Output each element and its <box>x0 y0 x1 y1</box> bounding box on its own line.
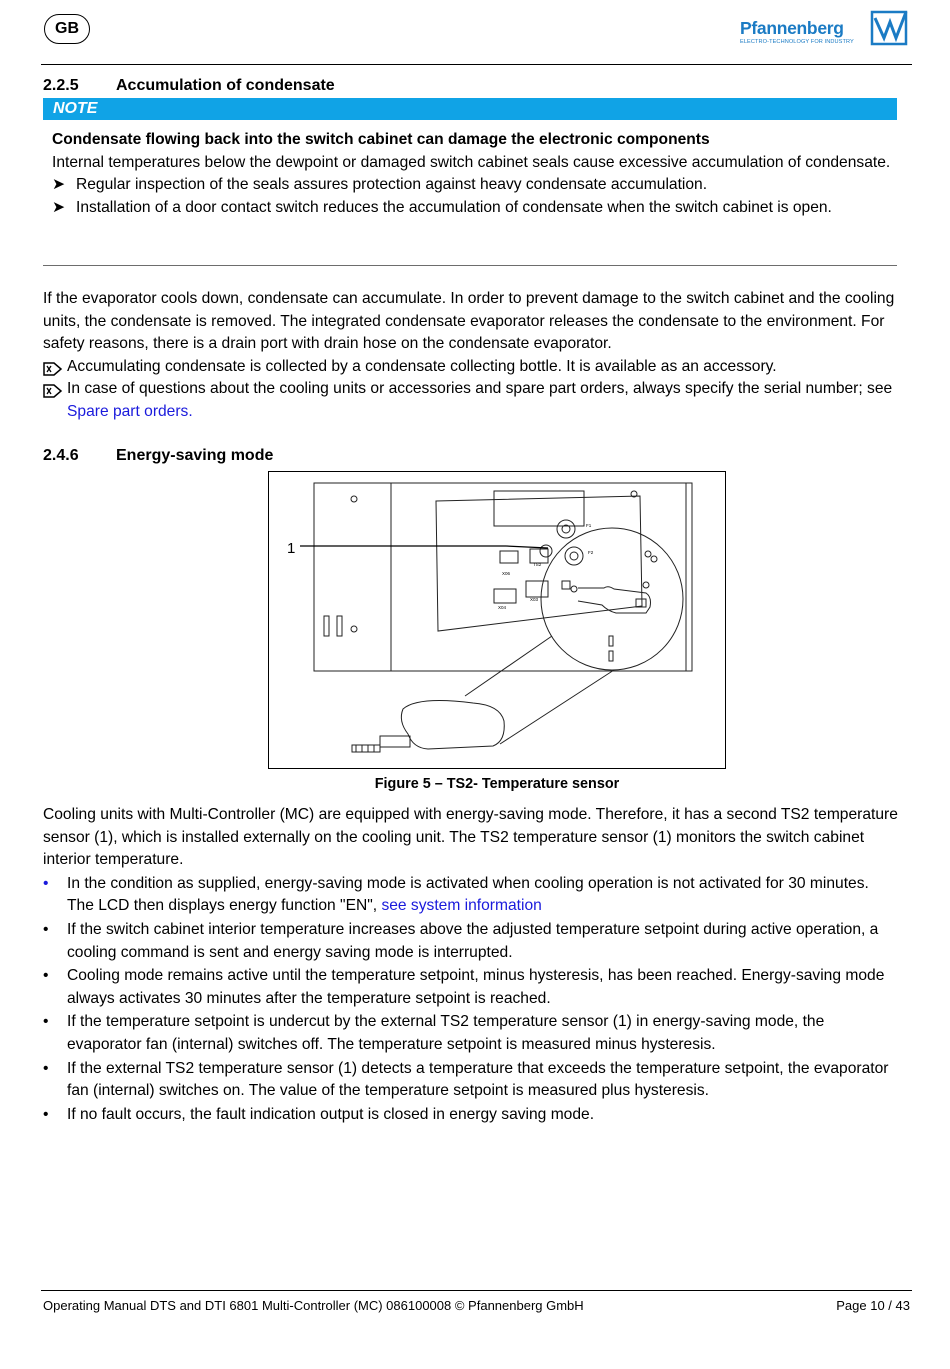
hint-hand-icon <box>43 381 63 401</box>
bullet-dot-icon: • <box>43 1013 49 1031</box>
bullet-text: If the external TS2 temperature sensor (1) detects a temperature that exceeds the temperature setpoint, the evaporator fan (internal) switches on. The value of the temperature setpoint is measured plus hysteresis. <box>67 1059 889 1100</box>
note-text: Internal temperatures below the dewpoint or damaged switch cabinet seals cause excessive accumulation of condensate. <box>52 153 891 171</box>
footer-document-info: Operating Manual DTS and DTI 6801 Multi-Controller (MC) 086100008 © Pfannenberg GmbH <box>43 1298 584 1313</box>
note-content <box>52 129 892 219</box>
note-bar <box>43 98 897 120</box>
energy-paragraph: Cooling units with Multi-Controller (MC) are equipped with energy-saving mode. Therefore, it has a second TS2 temperature sensor (1), which is installed externally on the cooling unit. The TS2 temperature sensor (1) monitors the switch cabinet interior temperature. <box>43 806 898 869</box>
energy-bullet-item <box>43 919 899 964</box>
section-number: 2.2.5 <box>43 77 79 94</box>
hint-item <box>43 378 899 423</box>
logo-mark-icon <box>870 8 910 48</box>
bullet-text: Cooling mode remains active until the temperature setpoint, minus hysteresis, has been reached. Energy-saving mode always activates 30 minutes after the temperature setpoint is reached. <box>67 967 885 1007</box>
condensate-text-block <box>43 288 899 424</box>
note-heading: Condensate flowing back into the switch cabinet can damage the electronic components <box>52 131 710 148</box>
hint-item <box>43 356 899 379</box>
bullet-dot-icon: • <box>43 967 49 985</box>
bullet-text: In the condition as supplied, energy-saving mode is activated when cooling operation is not activated for 30 minutes. The LCD then displays energy function "EN", <box>67 874 869 915</box>
note-list-item <box>52 197 892 220</box>
bullet-text: If no fault occurs, the fault indication output is closed in energy saving mode. <box>67 1105 595 1123</box>
energy-bullet-item <box>43 1058 899 1103</box>
logo-name: Pfannenberg <box>740 18 844 38</box>
note-bottom-rule <box>43 265 897 266</box>
hint-text: Accumulating condensate is collected by a condensate collecting bottle. It is available as an accessory. <box>67 357 777 375</box>
hint-text: In case of questions about the cooling units or accessories and spare part orders, always specify the serial number; see <box>67 380 893 398</box>
label-x04: X04 <box>498 605 507 610</box>
arrow-bullet-icon: ➤ <box>52 176 66 194</box>
bullet-dot-icon: • <box>43 1059 49 1077</box>
label-f1: F1 <box>586 523 592 528</box>
note-label: NOTE <box>53 100 98 117</box>
footer-rule <box>41 1290 912 1291</box>
system-information-link[interactable]: see system information <box>381 897 542 915</box>
ts2-sensor-figure <box>268 471 726 769</box>
condensate-paragraph: If the evaporator cools down, condensate can accumulate. In order to prevent damage to the switch cabinet and the cooling units, the condensate is removed. The integrated condensate evaporator releases the condensate to the environment. For safety reasons, there is a drain port with drain hose on the condensate evaporator. <box>43 290 895 353</box>
energy-bullet-item <box>43 965 899 1010</box>
bullet-dot-icon: • <box>43 920 49 938</box>
note-list-item <box>52 174 892 197</box>
header-rule <box>41 64 912 65</box>
pfannenberg-logo <box>738 8 910 50</box>
energy-bullet-item <box>43 873 899 918</box>
note-list-item-text: Regular inspection of the seals assures protection against heavy condensate accumulation. <box>76 176 708 194</box>
energy-bullet-item <box>43 1011 899 1056</box>
section-title: Accumulation of condensate <box>116 77 335 94</box>
footer-page-number: Page 10 / 43 <box>836 1298 910 1313</box>
spare-part-orders-link[interactable]: Spare part orders. <box>67 402 193 420</box>
section-number: 2.4.6 <box>43 447 79 464</box>
language-badge: GB <box>44 14 90 44</box>
label-ts2: TS2 <box>533 562 542 567</box>
label-x03: X03 <box>530 597 539 602</box>
bullet-text: If the switch cabinet interior temperature increases above the adjusted temperature setpoint during active operation, a cooling command is sent and energy saving mode is interrupted. <box>67 920 879 961</box>
energy-text-block <box>43 804 899 1126</box>
section-title: Energy-saving mode <box>116 447 274 464</box>
callout-number: 1 <box>287 540 296 557</box>
section-heading-condensate <box>43 75 335 98</box>
label-f2: F2 <box>588 550 594 555</box>
note-list-item-text: Installation of a door contact switch reduces the accumulation of condensate when the switch cabinet is open. <box>76 198 832 216</box>
energy-bullet-item <box>43 1104 899 1127</box>
section-heading-energy <box>43 445 273 468</box>
figure-caption: Figure 5 – TS2- Temperature sensor <box>374 776 620 792</box>
bullet-dot-icon: • <box>43 874 49 892</box>
label-x06: X06 <box>502 571 511 576</box>
hint-hand-icon <box>43 359 63 379</box>
arrow-bullet-icon: ➤ <box>52 198 66 216</box>
bullet-text: If the temperature setpoint is undercut by the external TS2 temperature sensor (1) in energy-saving mode, the evaporator fan (internal) switches off. The temperature setpoint is measured minus hysteresis. <box>67 1013 825 1053</box>
bullet-dot-icon: • <box>43 1105 49 1123</box>
logo-tagline: ELECTRO-TECHNOLOGY FOR INDUSTRY <box>740 39 854 45</box>
